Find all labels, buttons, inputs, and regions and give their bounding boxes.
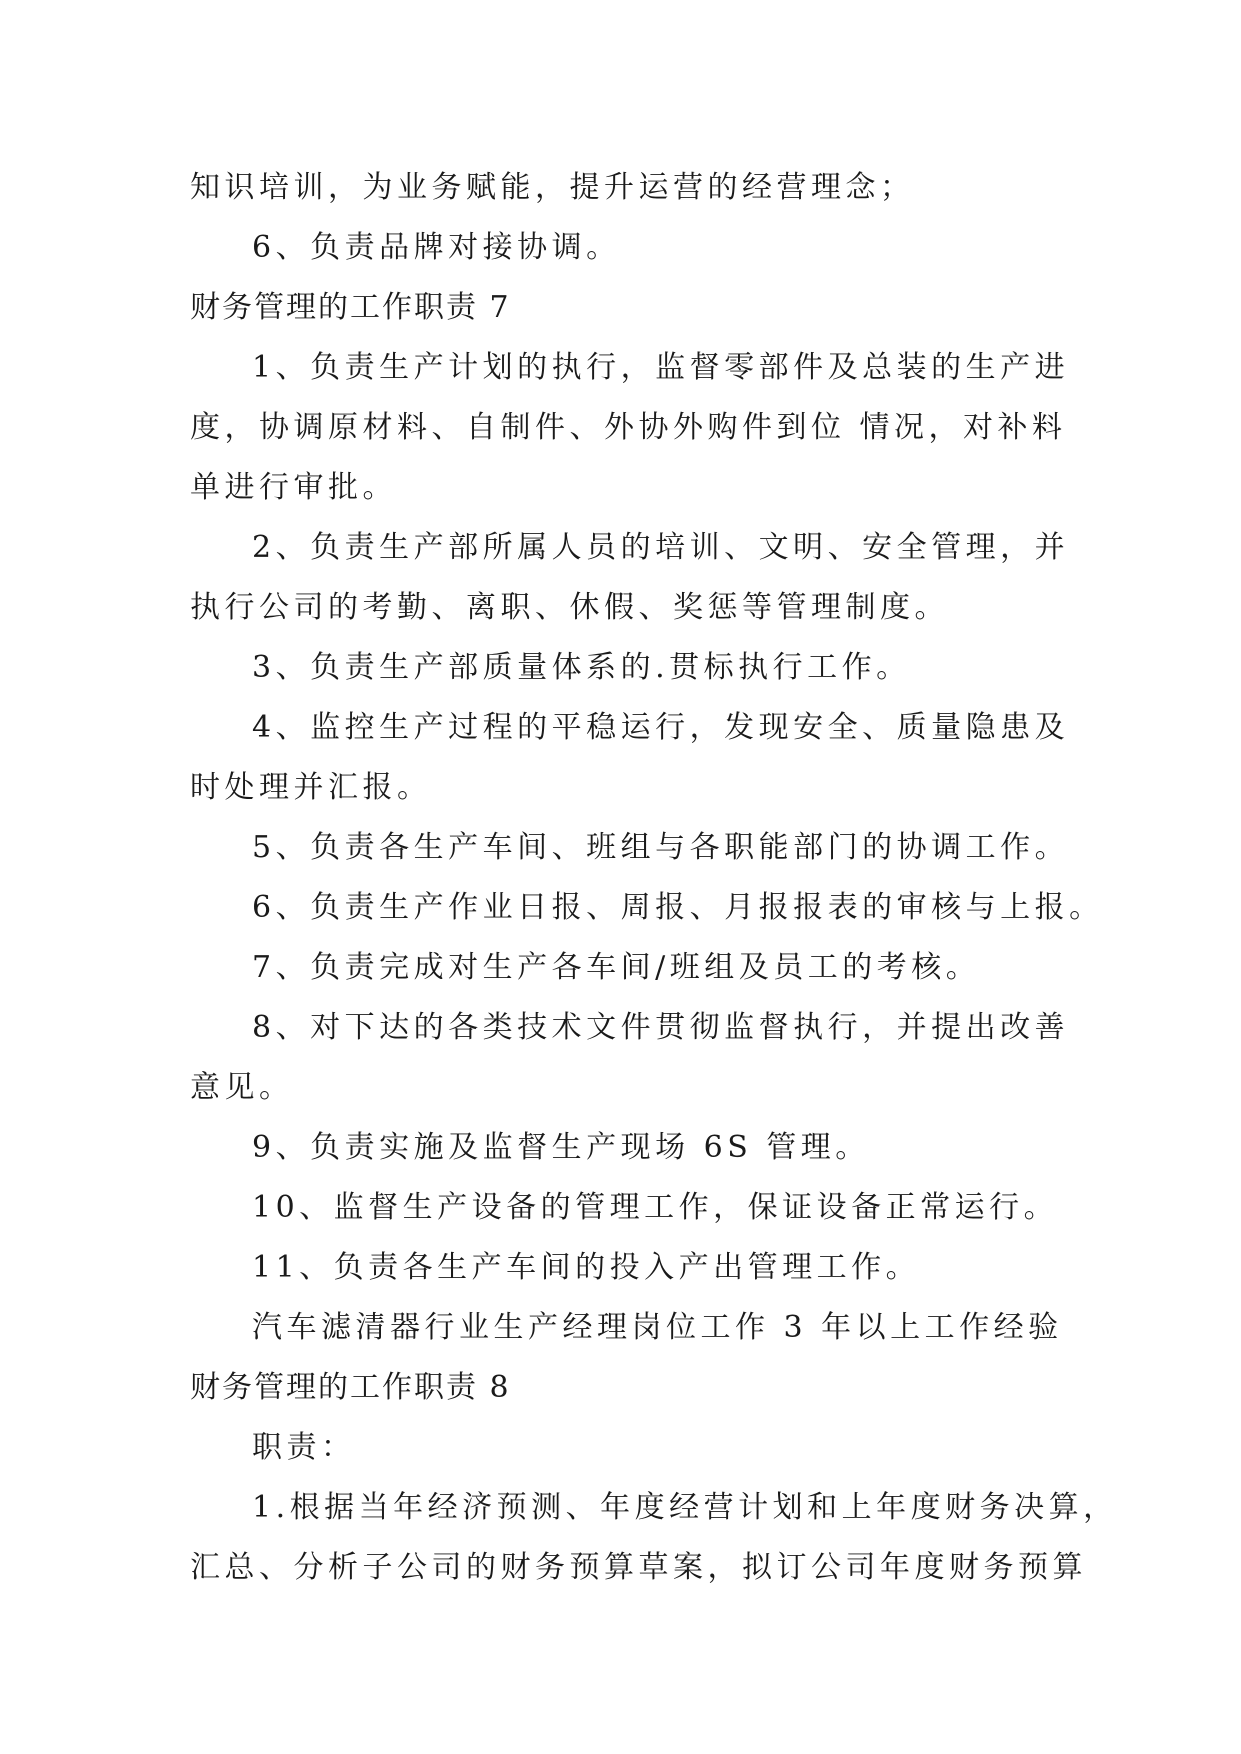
text-line: 汇总、分析子公司的财务预算草案，拟订公司年度财务预算 <box>190 1550 1087 1585</box>
body-text <box>190 158 1118 1598</box>
text-line: 执行公司的考勤、离职、休假、奖惩等管理制度。 <box>190 590 949 625</box>
text-line: 11、负责各生产车间的投入产出管理工作。 <box>252 1250 921 1285</box>
text-line: 10、监督生产设备的管理工作，保证设备正常运行。 <box>252 1190 1059 1225</box>
text-line: 6、负责品牌对接协调。 <box>252 230 621 265</box>
text-line: 7、负责完成对生产各车间/班组及员工的考核。 <box>252 950 981 985</box>
text-line: 5、负责各生产车间、班组与各职能部门的协调工作。 <box>252 830 1070 865</box>
text-line: 4、监控生产过程的平稳运行，发现安全、质量隐患及 <box>252 710 1070 745</box>
text-line: 6、负责生产作业日报、周报、月报报表的审核与上报。 <box>252 890 1104 925</box>
section-heading: 财务管理的工作职责 7 <box>190 290 511 325</box>
text-line: 汽车滤清器行业生产经理岗位工作 3 年以上工作经验 <box>252 1310 1063 1345</box>
text-line: 意见。 <box>190 1070 294 1105</box>
section-heading: 财务管理的工作职责 8 <box>190 1370 511 1405</box>
text-line: 2、负责生产部所属人员的培训、文明、安全管理，并 <box>252 530 1070 565</box>
text-line: 8、对下达的各类技术文件贯彻监督执行，并提出改善 <box>252 1010 1070 1045</box>
text-line: 知识培训，为业务赋能，提升运营的经营理念； <box>190 170 915 205</box>
text-line: 1、负责生产计划的执行，监督零部件及总装的生产进 <box>252 350 1070 385</box>
text-line: 9、负责实施及监督生产现场 6S 管理。 <box>252 1130 870 1165</box>
text-line: 度，协调原材料、自制件、外协外购件到位 情况，对补料 <box>190 410 1067 445</box>
text-line: 单进行审批。 <box>190 470 397 505</box>
text-line: 时处理并汇报。 <box>190 770 432 805</box>
text-line: 1.根据当年经济预测、年度经营计划和上年度财务决算， <box>252 1490 1118 1525</box>
text-line: 职责： <box>252 1430 356 1465</box>
text-line: 3、负责生产部质量体系的.贯标执行工作。 <box>252 650 911 685</box>
